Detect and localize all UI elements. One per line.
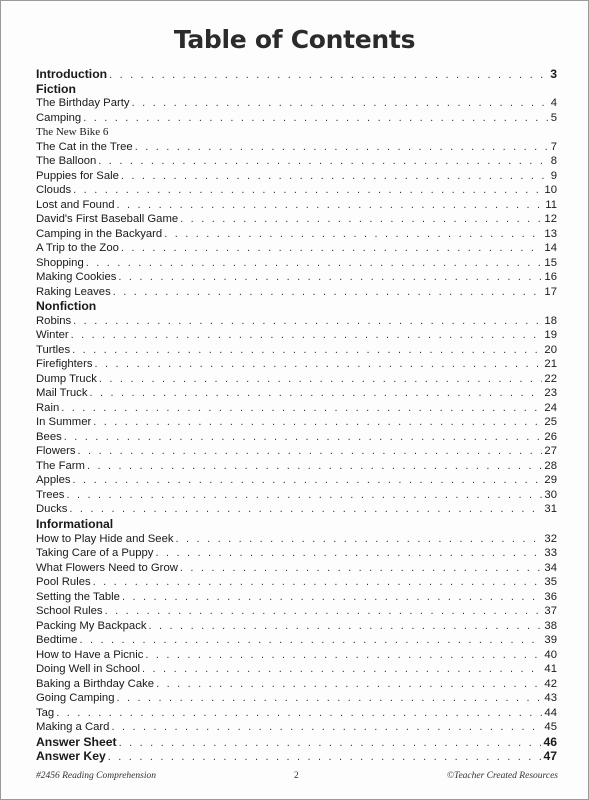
toc-entry-label: Trees (36, 488, 65, 501)
toc-entry-page: 32 (544, 532, 557, 545)
toc-entry-label: Tag (36, 706, 55, 719)
dot-leader (78, 444, 543, 459)
dot-leader (142, 662, 542, 677)
toc-entry-page: 12 (544, 213, 557, 226)
toc-entry (36, 169, 557, 184)
dot-leader (118, 270, 542, 285)
toc-entry (36, 343, 557, 358)
toc-entry (36, 444, 557, 459)
toc-entry-page: 7 (550, 140, 557, 153)
dot-leader (145, 648, 542, 663)
toc-entry-label: Apples (36, 474, 71, 487)
dot-leader (99, 372, 543, 387)
toc-entry-label: Baking a Birthday Cake (36, 677, 155, 690)
toc-entry (36, 677, 557, 692)
toc-entry-label: The Birthday Party (36, 97, 130, 110)
toc-entry-label: School Rules (36, 605, 103, 618)
toc-entry-label: Introduction (36, 67, 108, 81)
toc-entry-label: Turtles (36, 343, 71, 356)
toc-entry-label: Answer Key (36, 749, 106, 764)
toc-entry (36, 619, 557, 634)
toc-entry-label: Answer Sheet (36, 734, 117, 749)
toc-entry (36, 140, 557, 155)
toc-entry-label: David's First Baseball Game (36, 213, 179, 226)
toc-entry-page: 45 (544, 721, 557, 734)
toc-entry-page: 26 (544, 430, 557, 443)
dot-leader (93, 575, 543, 590)
dot-leader (122, 590, 542, 605)
toc-entry-label: Lost and Found (36, 198, 115, 211)
toc-entry-label: What Flowers Need to Grow (36, 561, 178, 574)
toc-entry-label: Camping in the Backyard (36, 227, 163, 240)
toc-entry (36, 285, 557, 300)
toc-entry-page: 22 (544, 372, 557, 385)
table-of-contents (36, 67, 557, 764)
toc-entry-page: 28 (544, 459, 557, 472)
toc-entry (36, 328, 557, 343)
dot-leader (87, 459, 542, 474)
toc-entry-page: 30 (544, 488, 557, 501)
toc-entry-label: Bees (36, 430, 62, 443)
toc-entry-label: Going Camping (36, 692, 115, 705)
toc-entry (36, 648, 557, 663)
toc-entry-page: 3 (550, 67, 557, 81)
toc-entry (36, 111, 557, 126)
dot-leader (121, 241, 543, 256)
toc-entry (36, 314, 557, 329)
toc-entry-label: How to Play Hide and Seek (36, 532, 174, 545)
toc-entry-label: Robins (36, 314, 72, 327)
toc-entry (36, 590, 557, 605)
toc-entry-page: 47 (543, 749, 557, 764)
dot-leader (156, 677, 542, 692)
toc-entry-page: 11 (545, 198, 557, 211)
dot-leader (73, 473, 543, 488)
toc-entry-page: 34 (544, 561, 557, 574)
toc-entry-page: 35 (544, 576, 557, 589)
dot-leader (95, 357, 543, 372)
toc-entry-page: 42 (544, 677, 557, 690)
toc-entry-page: 24 (544, 401, 557, 414)
toc-entry-label: The Cat in the Tree (36, 140, 133, 153)
toc-entry (36, 720, 557, 735)
toc-entry (36, 386, 557, 401)
page-title: Table of Contents (173, 25, 416, 54)
toc-entry-label: The New Bike 6 (36, 126, 109, 139)
toc-entry (36, 604, 557, 619)
toc-entry-label: Clouds (36, 184, 72, 197)
toc-entry (36, 67, 557, 82)
toc-entry (36, 415, 557, 430)
dot-leader (180, 561, 543, 576)
toc-entry-label: Setting the Table (36, 590, 120, 603)
dot-leader (73, 314, 542, 329)
dot-leader (56, 706, 542, 721)
toc-entry (36, 532, 557, 547)
dot-leader (64, 430, 543, 445)
dot-leader (121, 169, 549, 184)
toc-entry-page: 23 (544, 387, 557, 400)
toc-entry-label: Taking Care of a Puppy (36, 547, 154, 560)
toc-section-header (36, 299, 557, 314)
toc-entry-label: A Trip to the Zoo (36, 242, 119, 255)
toc-entry (36, 198, 557, 213)
footer-page-number: 2 (294, 771, 299, 781)
toc-entry-page: 39 (544, 634, 557, 647)
toc-entry-page: 46 (543, 734, 557, 749)
dot-leader (117, 198, 544, 213)
dot-leader (108, 750, 542, 765)
toc-entry-page: 10 (544, 184, 557, 197)
toc-entry-page: 41 (544, 663, 557, 676)
toc-entry-label: Ducks (36, 503, 68, 516)
toc-entry (36, 691, 557, 706)
toc-entry-page: 5 (550, 111, 557, 124)
footer-publisher: ©Teacher Created Resources (446, 771, 558, 781)
dot-leader (73, 183, 542, 198)
dot-leader (113, 285, 543, 300)
toc-entry (36, 575, 557, 590)
dot-leader (89, 386, 542, 401)
toc-entry-label: Flowers (36, 445, 76, 458)
toc-entry-page: 36 (544, 590, 557, 603)
toc-entry-page: 43 (544, 692, 557, 705)
toc-entry (36, 706, 557, 721)
dot-leader (180, 212, 542, 227)
toc-entry (36, 488, 557, 503)
dot-leader (117, 691, 543, 706)
toc-section-header (36, 517, 557, 532)
dot-leader (135, 140, 549, 155)
toc-section-header (36, 82, 557, 97)
toc-entry (36, 662, 557, 677)
dot-leader (111, 720, 542, 735)
toc-entry-label: Shopping (36, 256, 84, 269)
dot-leader (176, 532, 543, 547)
toc-entry-page: 18 (544, 314, 557, 327)
toc-entry (36, 270, 557, 285)
toc-entry-page: 15 (544, 256, 557, 269)
toc-entry-label: In Summer (36, 416, 92, 429)
toc-entry-label: Nonfiction (36, 299, 97, 314)
toc-entry-label: Puppies for Sale (36, 169, 119, 182)
toc-entry (36, 227, 557, 242)
toc-entry (36, 212, 557, 227)
toc-entry (36, 401, 557, 416)
dot-leader (149, 619, 543, 634)
toc-entry (36, 561, 557, 576)
toc-entry-page: 9 (550, 169, 557, 182)
dot-leader (164, 227, 542, 242)
toc-entry-label: Doing Well in School (36, 663, 141, 676)
toc-entry (36, 96, 557, 111)
toc-entry-page: 14 (544, 242, 557, 255)
toc-entry (36, 735, 557, 750)
footer-book-title: #2456 Reading Comprehension (36, 771, 156, 781)
toc-entry-label: Informational (36, 516, 114, 531)
toc-entry-page: 4 (550, 97, 557, 110)
toc-entry-page: 37 (544, 605, 557, 618)
toc-entry-page: 16 (544, 271, 557, 284)
dot-leader (119, 736, 542, 751)
toc-entry-page: 44 (544, 706, 557, 719)
toc-entry-label: Bedtime (36, 634, 78, 647)
toc-entry-page: 8 (550, 155, 557, 168)
toc-entry-label: How to Have a Picnic (36, 648, 144, 661)
toc-entry-label: Packing My Backpack (36, 619, 147, 632)
toc-entry-label: Winter (36, 329, 69, 342)
toc-entry-page: 25 (544, 416, 557, 429)
dot-leader (83, 111, 548, 126)
toc-entry-label: Raking Leaves (36, 285, 111, 298)
dot-leader (93, 415, 542, 430)
toc-entry (36, 502, 557, 517)
toc-entry (36, 633, 557, 648)
toc-entry-label: Firefighters (36, 358, 93, 371)
toc-entry-page: 20 (544, 343, 557, 356)
toc-entry (36, 241, 557, 256)
dot-leader (86, 256, 543, 271)
toc-entry (36, 125, 557, 140)
toc-entry-label: Dump Truck (36, 372, 97, 385)
toc-entry-page: 17 (544, 285, 557, 298)
dot-leader (105, 604, 543, 619)
dot-leader (66, 488, 542, 503)
dot-leader (61, 401, 542, 416)
toc-entry-label: Making Cookies (36, 271, 117, 284)
toc-entry (36, 183, 557, 198)
dot-leader (132, 96, 549, 111)
toc-entry (36, 256, 557, 271)
toc-entry-page: 27 (544, 445, 557, 458)
toc-entry-label: The Balloon (36, 155, 97, 168)
toc-entry-page: 13 (544, 227, 557, 240)
toc-entry (36, 372, 557, 387)
toc-entry-page: 33 (544, 547, 557, 560)
toc-entry (36, 546, 557, 561)
toc-entry-label: Mail Truck (36, 387, 88, 400)
dot-leader (155, 546, 542, 561)
toc-entry (36, 749, 557, 764)
toc-entry-label: The Farm (36, 459, 85, 472)
toc-entry-label: Fiction (36, 81, 76, 96)
dot-leader (69, 502, 542, 517)
toc-entry-label: Rain (36, 401, 60, 414)
toc-entry-page: 19 (544, 329, 557, 342)
dot-leader (98, 154, 548, 169)
toc-entry-label: Making a Card (36, 721, 110, 734)
toc-entry (36, 154, 557, 169)
toc-entry (36, 473, 557, 488)
toc-entry-page: 29 (544, 474, 557, 487)
dot-leader (109, 68, 548, 83)
toc-entry-label: Pool Rules (36, 576, 91, 589)
toc-entry (36, 430, 557, 445)
dot-leader (79, 633, 542, 648)
toc-entry-page: 40 (544, 648, 557, 661)
toc-entry (36, 357, 557, 372)
dot-leader (72, 343, 542, 358)
toc-entry (36, 459, 557, 474)
toc-entry-page: 38 (544, 619, 557, 632)
toc-entry-page: 21 (544, 358, 557, 371)
dot-leader (71, 328, 543, 343)
toc-entry-page: 31 (544, 503, 557, 516)
toc-entry-label: Camping (36, 111, 82, 124)
